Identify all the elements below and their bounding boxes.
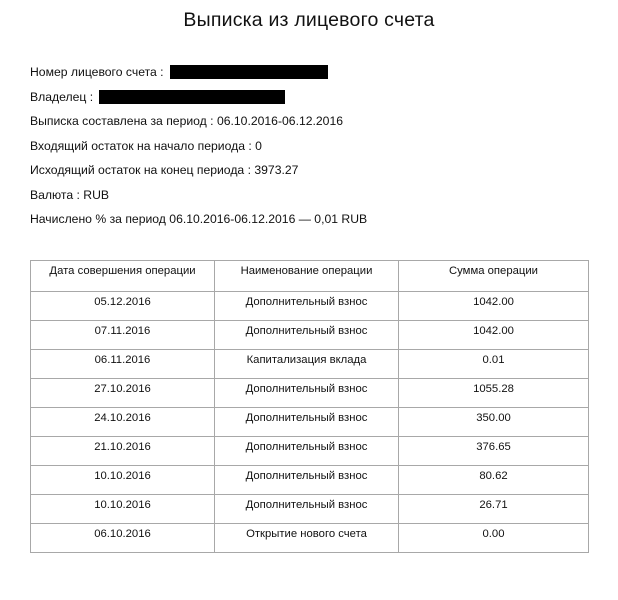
cell-date: 05.12.2016 [31,292,215,321]
redacted-account-number [170,65,328,79]
cell-date: 07.11.2016 [31,321,215,350]
table-row [31,495,589,524]
owner-label: Владелец : [30,89,94,104]
table-row [31,292,589,321]
cell-amount: 350.00 [399,408,589,437]
cell-amount: 0.01 [399,350,589,379]
cell-amount: 1042.00 [399,292,589,321]
cell-operation: Капитализация вклада [215,350,399,379]
cell-operation: Дополнительный взнос [215,495,399,524]
cell-date: 10.10.2016 [31,495,215,524]
interest-line: Начислено % за период 06.10.2016-06.12.2016 — 0,01 RUB [30,212,368,226]
cell-amount: 26.71 [399,495,589,524]
account-info [30,60,367,232]
operations-table [30,260,589,553]
cell-operation: Дополнительный взнос [215,437,399,466]
table-header-row [31,261,589,292]
cell-operation: Дополнительный взнос [215,408,399,437]
table-row [31,437,589,466]
cell-date: 10.10.2016 [31,466,215,495]
cell-date: 24.10.2016 [31,408,215,437]
cell-operation: Дополнительный взнос [215,321,399,350]
cell-operation: Открытие нового счета [215,524,399,553]
redacted-owner-name [99,90,285,104]
cell-date: 27.10.2016 [31,379,215,408]
cell-amount: 0.00 [399,524,589,553]
cell-operation: Дополнительный взнос [215,466,399,495]
closing-balance-line: Исходящий остаток на конец периода : 3973.27 [30,163,299,177]
cell-amount: 1055.28 [399,379,589,408]
header-amount: Сумма операции [399,261,589,292]
header-date: Дата совершения операции [31,261,215,292]
document-title: Выписка из лицевого счета [183,9,435,31]
period-line: Выписка составлена за период : 06.10.2016-06.12.2016 [30,114,344,128]
header-operation-name: Наименование операции [215,261,399,292]
table-row [31,321,589,350]
cell-date: 06.10.2016 [31,524,215,553]
table-row [31,466,589,495]
cell-amount: 80.62 [399,466,589,495]
account-number-label: Номер лицевого счета : [30,65,164,79]
cell-operation: Дополнительный взнос [215,379,399,408]
account-number-line [30,60,367,85]
table-row [31,379,589,408]
table-row [31,524,589,553]
owner-line [30,85,367,110]
cell-amount: 1042.00 [399,321,589,350]
cell-operation: Дополнительный взнос [215,292,399,321]
table-row [31,408,589,437]
cell-date: 21.10.2016 [31,437,215,466]
table-row [31,350,589,379]
opening-balance-line: Входящий остаток на начало периода : 0 [30,138,262,153]
cell-amount: 376.65 [399,437,589,466]
cell-date: 06.11.2016 [31,350,215,379]
currency-line: Валюта : RUB [30,187,110,202]
